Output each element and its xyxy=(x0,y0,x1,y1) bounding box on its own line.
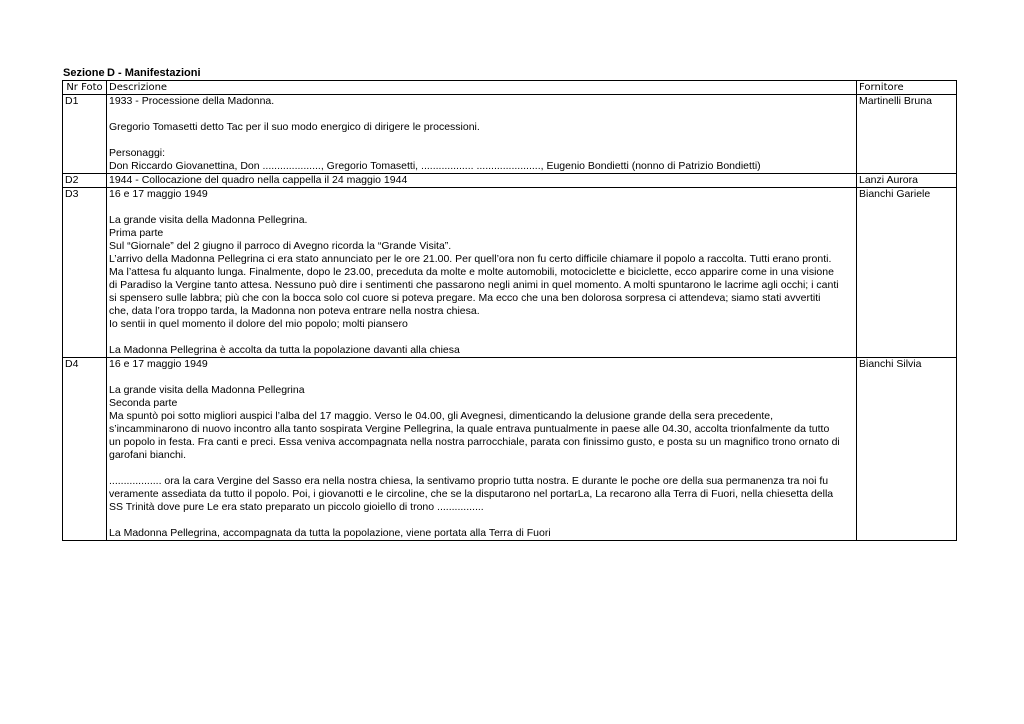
description-line xyxy=(109,371,854,384)
description-cell xyxy=(107,358,857,541)
photo-table xyxy=(62,80,957,541)
table-row xyxy=(63,174,957,188)
description-line: s’incamminarono di nuovo incontro alla tanto sospirata Vergine Pellegrina, la quale entrava puntualmente in paese alle 04.30, accolta trionfalmente da tutto xyxy=(109,423,830,435)
description-line: La Madonna Pellegrina è accolta da tutta la popolazione davanti alla chiesa xyxy=(109,344,460,356)
description-line: L’arrivo della Madonna Pellegrina ci era stato annunciato per le ore 21.00. Per quell’ora non fu certo difficile chiamare il popolo a raccolta. Tutti erano pronti. xyxy=(109,253,832,265)
table-row xyxy=(63,95,957,174)
description-line xyxy=(109,134,854,147)
supplier-cell: Martinelli Bruna xyxy=(857,95,957,174)
section-label: Sezione xyxy=(63,67,105,79)
description-line: .................. ora la cara Vergine del Sasso era nella nostra chiesa, la sentivamo proprio tutta nostra. E durante le poche ore della sua permanenza tra noi fu xyxy=(109,475,829,487)
description-line: 16 e 17 maggio 1949 xyxy=(109,358,208,370)
description-line: 1933 - Processione della Madonna. xyxy=(109,95,275,107)
description-line: Io sentii in quel momento il dolore del mio popolo; molti piansero xyxy=(109,318,408,330)
description-line xyxy=(109,201,854,214)
description-line xyxy=(109,462,854,475)
description-cell xyxy=(107,174,857,188)
description-line: di Paradiso la Vergine tanto attesa. Nessuno può dire i sentimenti che passarono negli animi in quel momento. A molti spuntarono le lacrime agli occhi; i canti xyxy=(109,279,839,291)
description-line: La grande visita della Madonna Pellegrina xyxy=(109,384,305,396)
description-line xyxy=(109,331,854,344)
column-header-description: Descrizione xyxy=(107,81,857,95)
photo-number: D1 xyxy=(63,95,107,174)
description-line: Ma l’attesa fu alquanto lunga. Finalmente, dopo le 23.00, preceduta da molte e molte automobili, motociclette e biciclette, ecco apparire come in una visione xyxy=(109,266,834,278)
description-line: La grande visita della Madonna Pellegrina. xyxy=(109,214,308,226)
header-row xyxy=(63,81,957,95)
description-line: 1944 - Collocazione del quadro nella cappella il 24 maggio 1944 xyxy=(109,174,408,186)
column-header-supplier: Fornitore xyxy=(857,81,957,95)
description-cell xyxy=(107,188,857,358)
photo-number: D3 xyxy=(63,188,107,358)
description-line: Seconda parte xyxy=(109,397,178,409)
description-line: Prima parte xyxy=(109,227,164,239)
description-line: Sul “Giornale” del 2 giugno il parroco di Avegno ricorda la “Grande Visita”. xyxy=(109,240,452,252)
description-line: veramente assediata da tutto il popolo. Poi, i giovanotti e le circoline, che se la disputarono nel portarLa, La recarono alla Terra di Fuori, nella chiesetta della xyxy=(109,488,834,500)
photo-number: D4 xyxy=(63,358,107,541)
description-cell xyxy=(107,95,857,174)
description-line: 16 e 17 maggio 1949 xyxy=(109,188,208,200)
description-line: Don Riccardo Giovanettina, Don ...................., Gregorio Tomasetti, .................. ......................, Eugenio Bondietti (nonno di Patrizio Bondietti) xyxy=(109,160,761,172)
section-title: D - Manifestazioni xyxy=(107,67,201,79)
description-line xyxy=(109,108,854,121)
description-line: garofani bianchi. xyxy=(109,449,187,461)
column-header-nr: Nr Foto xyxy=(63,81,107,95)
description-line: un popolo in festa. Fra canti e preci. Essa veniva accompagnata nella nostra parrocchiale, parata con finissimo gusto, e posta su un magnifico trono ornato di xyxy=(109,436,840,448)
description-line: La Madonna Pellegrina, accompagnata da tutta la popolazione, viene portata alla Terra di Fuori xyxy=(109,527,551,539)
section-heading xyxy=(63,66,201,80)
description-line: SS Trinità dove pure Le era stato preparato un piccolo gioiello di trono ................ xyxy=(109,501,484,513)
supplier-cell: Bianchi Gariele xyxy=(857,188,957,358)
description-line xyxy=(109,514,854,527)
description-line: Personaggi: xyxy=(109,147,166,159)
table-body xyxy=(63,95,957,541)
table-row xyxy=(63,358,957,541)
description-line: che, data l’ora troppo tarda, la Madonna non poteva entrare nella nostra chiesa. xyxy=(109,305,480,317)
supplier-cell: Lanzi Aurora xyxy=(857,174,957,188)
photo-number: D2 xyxy=(63,174,107,188)
description-line: si spensero sulle labbra; più che con la bocca solo col cuore si poteva pregare. Ma ecco che una ben dolorosa sorpresa ci attendeva; siamo stati avvertiti xyxy=(109,292,821,304)
supplier-cell: Bianchi Silvia xyxy=(857,358,957,541)
description-line: Ma spuntò poi sotto migliori auspici l’alba del 17 maggio. Verso le 04.00, gli Avegnesi, dimenticando la delusione grande della sera precedente, xyxy=(109,410,774,422)
description-line: Gregorio Tomasetti detto Tac per il suo modo energico di dirigere le processioni. xyxy=(109,121,480,133)
table-row xyxy=(63,188,957,358)
